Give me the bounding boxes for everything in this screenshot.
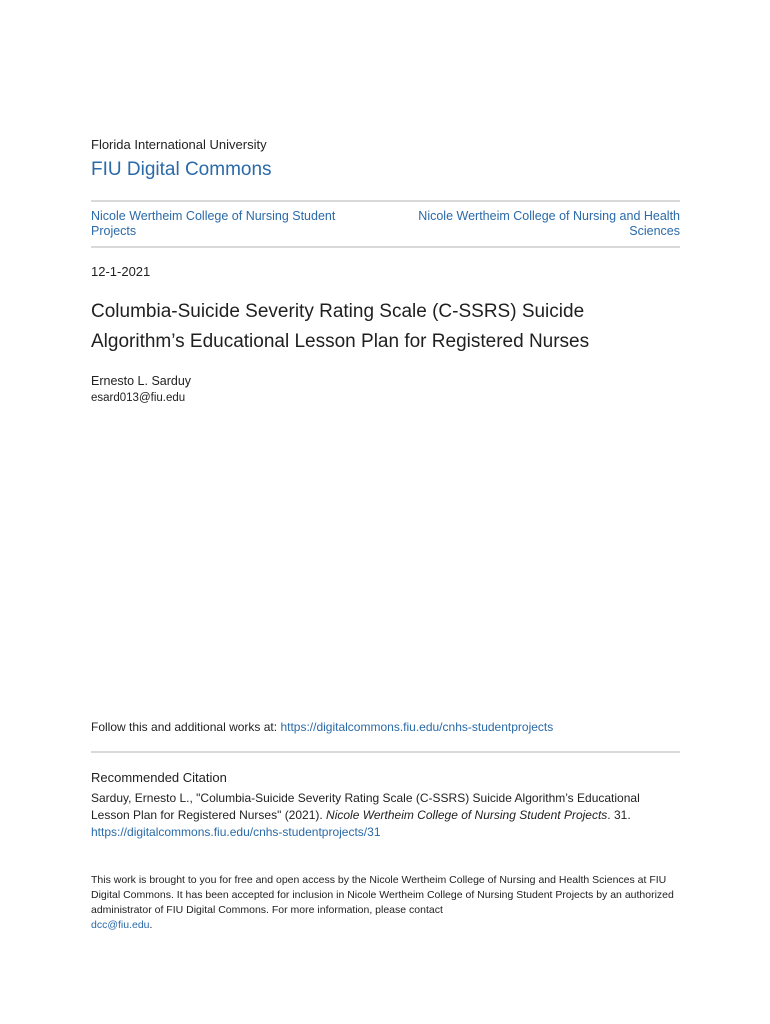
publication-date: 12-1-2021 <box>91 264 151 279</box>
author-name: Ernesto L. Sarduy <box>91 374 192 388</box>
access-notice <box>91 873 680 933</box>
citation-number: . 31. <box>607 808 631 822</box>
repository-link[interactable]: FIU Digital Commons <box>91 159 272 180</box>
collections-row <box>91 209 680 239</box>
contact-email-link[interactable]: dcc@fiu.edu <box>91 919 150 931</box>
follow-link[interactable]: https://digitalcommons.fiu.edu/cnhs-studentprojects <box>280 720 554 734</box>
divider <box>91 200 680 202</box>
institution-name: Florida International University <box>91 137 267 152</box>
citation-url[interactable]: https://digitalcommons.fiu.edu/cnhs-studentprojects/31 <box>91 825 381 839</box>
collection-link-student-projects[interactable]: Nicole Wertheim College of Nursing Student Projects <box>91 209 336 238</box>
notice-text: This work is brought to you for free and open access by the Nicole Wertheim College of Nursing and Health Sciences at FIU Digital Commons. It has been accepted for inclusion in Nicole Wertheim College of Nursing Student Projects by an authorized administrator of FIU Digital Commons. For more information, please contact <box>91 874 674 916</box>
notice-end: . <box>149 919 153 931</box>
follow-line <box>91 720 680 734</box>
paper-title: Columbia-Suicide Severity Rating Scale (C-SSRS) Suicide Algorithm’s Educational Lesson Plan for Registered Nurses <box>91 301 590 352</box>
citation-text: Sarduy, Ernesto L., "Columbia-Suicide Severity Rating Scale (C-SSRS) Suicide Algorithm’s Educational Lesson Plan for Registered Nurses" (2021). <box>91 791 640 822</box>
divider <box>91 246 680 248</box>
citation-journal: Nicole Wertheim College of Nursing Student Projects <box>326 808 608 822</box>
citation-body <box>91 790 680 841</box>
citation-heading: Recommended Citation <box>91 770 227 785</box>
author-email: esard013@fiu.edu <box>91 392 186 404</box>
divider <box>91 751 680 753</box>
follow-prefix: Follow this and additional works at: <box>91 720 281 734</box>
collection-link-nursing-health-sciences[interactable]: Nicole Wertheim College of Nursing and Health Sciences <box>418 209 680 238</box>
